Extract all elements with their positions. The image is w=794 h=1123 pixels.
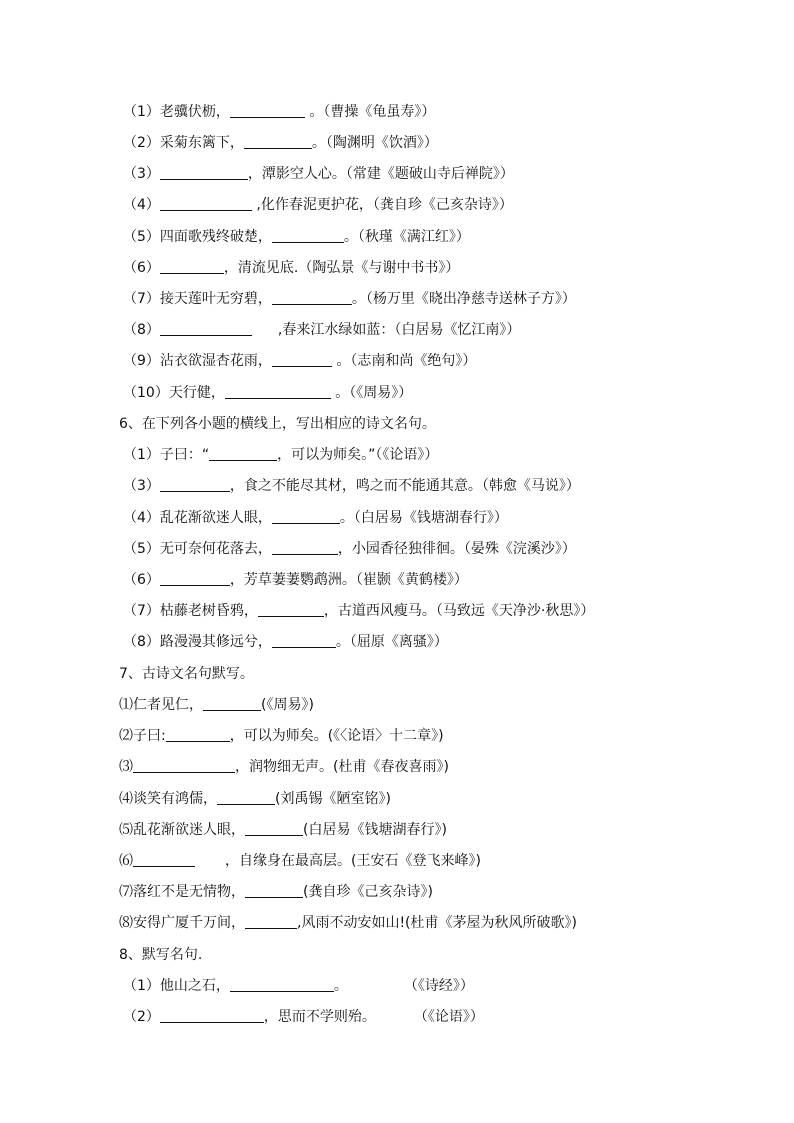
line-text: ⑺落红不是无情物， [119,884,245,900]
line-text: （4） [123,197,160,213]
line-text: 。（曹操《龟虽寿》） [304,104,436,120]
line-text: (白居易《钱塘湖春行》) [303,822,447,838]
line-text: 。（杨万里《晓出净慈寺送林子方》） [351,291,576,307]
answer-blank[interactable] [244,134,312,149]
line-text: （6） [123,260,160,276]
line-text: （《诗经》） [403,978,474,994]
answer-blank[interactable] [160,165,248,180]
text-line [123,164,514,184]
line-text: 。（《周易》） [330,385,413,401]
line-text: （6） [123,572,160,588]
text-line [123,632,448,652]
text-line [123,320,520,340]
line-text: （4）乱花渐欲迷人眼， [123,510,272,526]
answer-blank[interactable] [272,228,344,243]
line-text: （5）无可奈何花落去， [123,541,272,557]
line-text: (《周易》) [261,697,314,713]
answer-blank[interactable] [160,571,230,586]
answer-blank[interactable] [160,196,252,211]
answer-blank[interactable] [272,540,338,555]
text-line [123,258,459,278]
answer-blank[interactable] [245,914,297,929]
line-text: （10）天行健， [123,385,225,401]
line-text: ⑷谈笑有鸿儒， [119,791,217,807]
text-line [123,1007,484,1027]
line-text: （1）他山之石， [123,978,230,994]
line-text: ，小园香径独徘徊。（晏殊《浣溪沙》） [337,541,576,557]
line-text: ⑸乱花渐欲迷人眼， [119,822,245,838]
line-text: 。（陶渊明《饮酒》） [311,135,438,151]
line-text: ⑻安得广厦千万间， [119,915,245,931]
text-line [119,945,202,965]
line-text: ⑴仁者见仁， [119,697,203,713]
text-line [123,539,576,559]
text-line [119,414,436,434]
line-text: 。（屈原《离骚》） [335,634,448,650]
answer-blank[interactable] [160,1008,264,1023]
answer-blank[interactable] [245,883,303,898]
line-text: 6、在下列各小题的横线上，写出相应的诗文名句。 [119,416,436,432]
answer-blank[interactable] [133,852,195,867]
text-line [123,383,412,403]
line-text: （7）接天莲叶无穷碧， [123,291,272,307]
line-text: （《论语》） [413,1009,484,1025]
line-text: 。（秋瑾《满江红》） [343,229,470,245]
line-text: (刘禹锡《陋室铭》) [275,791,391,807]
text-line [123,195,513,215]
line-text: (龚自珍《己亥杂诗》) [303,884,433,900]
text-line [123,508,508,528]
answer-blank[interactable] [160,477,230,492]
line-text: ，自缘身在最高层。(王安石《登飞来峰》) [225,853,481,869]
line-text: ，食之不能尽其材，鸣之而不能通其意。（韩愈《马说》） [229,478,580,494]
line-text: （1）子曰：“ [123,447,210,463]
answer-blank[interactable] [225,384,331,399]
answer-blank[interactable] [217,790,275,805]
line-text: 7、古诗文名句默写。 [119,666,254,682]
text-line [119,695,314,715]
text-line [119,726,444,746]
line-text: ，潭影空人心。（常建《题破山寺后禅院》） [247,166,514,182]
text-line [119,882,433,902]
answer-blank[interactable] [230,977,334,992]
line-text: ⑵子曰: [119,728,166,744]
line-text: （2） [123,1009,160,1025]
answer-blank[interactable] [160,321,252,336]
text-line [123,351,476,371]
text-line [119,851,481,871]
answer-blank[interactable] [272,633,336,648]
line-text: （1）老骥伏枥， [123,104,230,120]
line-text: ，思而不学则殆。 [263,1009,376,1025]
text-line [123,570,468,590]
line-text: （9）沾衣欲湿杏花雨， [123,353,272,369]
text-line [123,976,474,996]
line-text: （2）采菊东篱下， [123,135,244,151]
text-line [119,664,254,684]
line-text: ，清流见底.（陶弘景《与谢中书书》） [223,260,460,276]
answer-blank[interactable] [209,446,277,461]
text-line [123,289,576,309]
text-line [119,913,577,933]
answer-blank[interactable] [272,509,340,524]
text-line [123,227,470,247]
line-text: ⑹ [119,853,133,869]
line-text: 。（白居易《钱塘湖春行》） [339,510,508,526]
line-text: （7）枯藤老树昏鸦， [123,603,258,619]
answer-blank[interactable] [160,259,224,274]
line-text: ,风雨不动安如山!(杜甫《茅屋为秋风所破歌》) [297,915,577,931]
line-text: ，芳草萋萋鹦鹉洲。（崔颢《黄鹤楼》） [229,572,468,588]
line-text: ,春来江水绿如蓝：（白居易《忆江南》） [277,322,521,338]
answer-blank[interactable] [272,352,332,367]
line-text: 8、默写名句. [119,947,203,963]
text-line [123,601,594,621]
line-text: 。（志南和尚《绝句》） [331,353,477,369]
line-text: （8） [123,322,160,338]
line-text: （3） [123,478,160,494]
line-text: 。 [333,978,348,994]
line-text: ，古道西风瘦马。（马致远《天净沙·秋思》） [323,603,595,619]
answer-blank[interactable] [133,758,235,773]
line-text: ，可以为师矣。”（《论语》） [277,447,439,463]
answer-blank[interactable] [245,821,303,836]
answer-blank[interactable] [203,696,261,711]
text-line [123,102,435,122]
text-line [123,133,438,153]
answer-blank[interactable] [258,602,324,617]
text-line [123,445,438,465]
line-text: （8）路漫漫其修远兮， [123,634,272,650]
line-text: ⑶ [119,759,133,775]
answer-blank[interactable] [230,103,305,118]
line-text: ，润物细无声。(杜甫《春夜喜雨》) [235,759,449,775]
text-line [123,476,580,496]
answer-blank[interactable] [166,727,230,742]
text-line [119,757,449,777]
line-text: （3） [123,166,160,182]
line-text: ，可以为师矣。(《〈论语〉十二章》) [229,728,444,744]
text-line [119,789,391,809]
line-text: （5）四面歌残终破楚， [123,229,272,245]
line-text: ,化作春泥更护花，（龚自珍《己亥杂诗》） [251,197,513,213]
text-line [119,820,447,840]
answer-blank[interactable] [272,290,352,305]
